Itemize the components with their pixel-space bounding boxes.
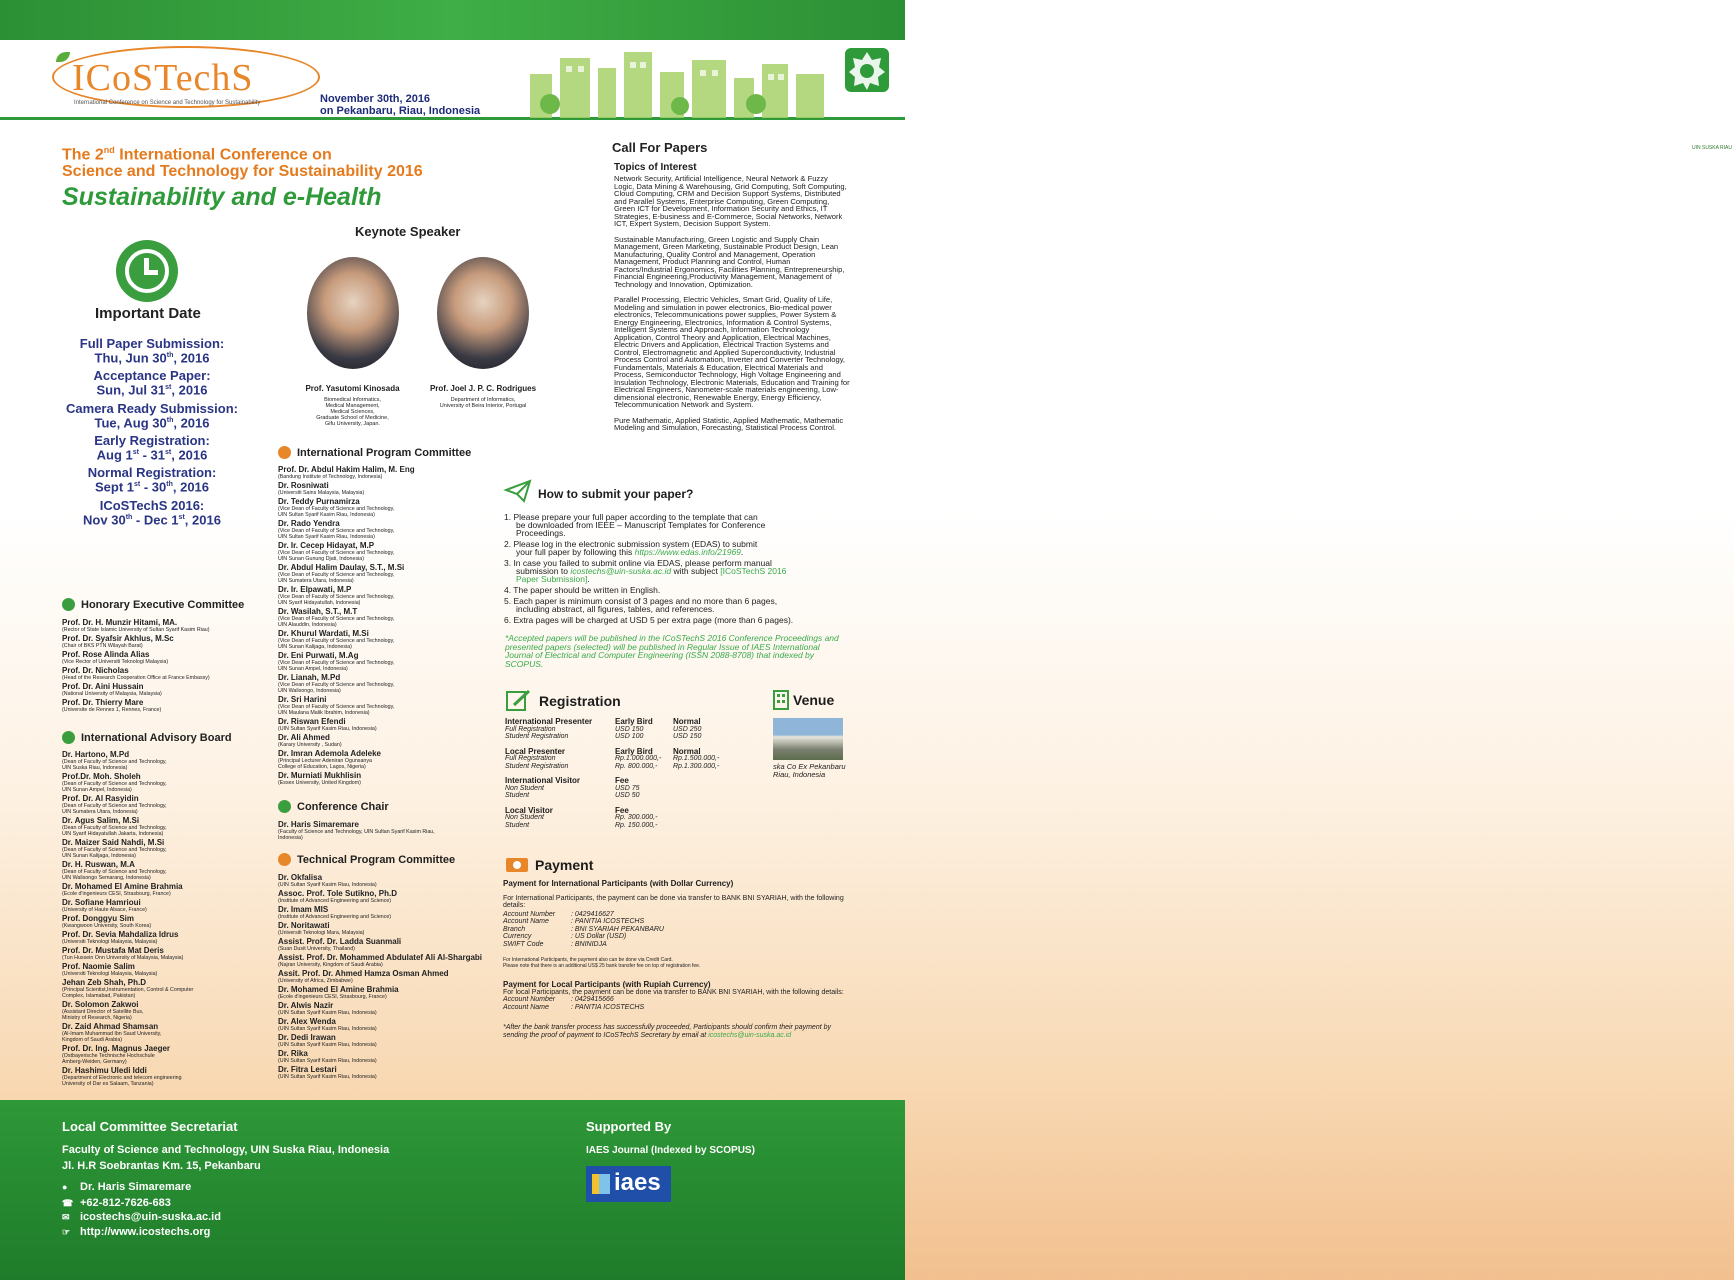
person-affiliation: (Ecole d'ingenieurs CESI, Strasbourg, France) — [62, 891, 171, 897]
person-affiliation: (Vice Dean of Faculty of Science and Technology, UIN Sunan Kalijaga, Indonesia) — [278, 638, 395, 650]
green-city-illustration — [520, 44, 830, 118]
speaker-rodrigues: Prof. Joel J. P. C. Rodrigues Department of Informatics, University of Beira Interior, Portugal — [429, 384, 537, 409]
ipc-heading: International Program Committee — [278, 446, 471, 459]
person-entry — [62, 634, 292, 649]
date-item: Normal Registration: Sept 1st - 30th, 2016 — [87, 465, 217, 495]
person-icon — [278, 853, 291, 866]
person-entry — [278, 1033, 500, 1048]
supported-by-text: IAES Journal (Indexed by SCOPUS) — [586, 1145, 755, 1156]
conference-title: The 2nd International Conference on Science and Technology for Sustainability 2016 — [62, 145, 423, 181]
person-name: Dr. Rosniwati — [278, 481, 329, 490]
honorary-list — [62, 618, 292, 714]
person-name: Dr. Sri Harini — [278, 695, 327, 704]
fee-group: International Presenter Early Bird Normal Full Registration USD 150 USD 250 Student Registration USD 100 USD 150 — [505, 718, 745, 741]
logo-subtitle: International Conference on Science and Technology for Sustainability — [74, 100, 261, 106]
payment-row: Branch : BNI SYARIAH PEKANBARU — [503, 925, 664, 933]
paper-plane-icon — [505, 480, 531, 502]
money-icon — [505, 856, 529, 874]
conference-theme: Sustainability and e-Health — [62, 183, 382, 211]
person-name: Assoc. Prof. Tole Sutikno, Ph.D — [278, 889, 397, 898]
person-affiliation: (Essex University, United Kingdom) — [278, 780, 361, 786]
fee-row: Student Registration Rp. 800.000,- Rp.1.300.000,- — [505, 762, 720, 770]
person-affiliation: (UIN Sultan Syarif Kasim Riau, Indonesia) — [278, 1074, 377, 1080]
person-affiliation: (Universite de Rennes 1, Rennes, France) — [62, 707, 162, 713]
person-entry — [278, 651, 500, 672]
date-item: ICoSTechS 2016: Nov 30th - Dec 1st, 2016 — [83, 497, 221, 527]
person-affiliation: (Head of the Research Cooperation Office at France Embassy) — [62, 675, 210, 681]
fee-row: Student USD 50 — [505, 792, 640, 799]
ipc-list — [278, 465, 500, 787]
topic-paragraph: Network Security, Artificial Intelligence, Neural Network & Fuzzy Logic, Data Mining & Warehousing, Grid Computing, Soft Computing, Cloud Computing, CRM and Decision Support Systems, Distributed and Parallel Systems, Enterprise Computing, Green Computing, Green ICT for Development, Information Security and Ethics, IT Strategies, E-business and E-Commerce, Social Networks, Network ICT, Expert System, Decision Support System. — [614, 174, 847, 228]
person-name: Dr. Sofiane Hamrioui — [62, 898, 141, 907]
fee-row: Non Student Rp. 300.000,- — [505, 814, 658, 821]
person-entry — [62, 682, 292, 697]
phone-icon: ☎ — [62, 1198, 74, 1208]
person-name: Dr. Okfalisa — [278, 873, 323, 882]
person-affiliation: (Tun Hussein Onn University of Malaysia, Malaysia) — [62, 955, 184, 961]
supported-by-heading: Supported By — [586, 1119, 672, 1134]
payment-row: SWIFT Code : BNINIDJA — [503, 940, 607, 948]
person-name: Dr. Mohamed El Amine Brahmia — [278, 985, 399, 994]
person-name: Jehan Zeb Shah, Ph.D — [62, 978, 147, 987]
person-affiliation: (Dean of Faculty of Science and Technology, UIN Sunan Kalijaga, Indonesia) — [62, 847, 167, 859]
person-entry — [278, 905, 500, 920]
person-name: Prof. Dr. Ing. Magnus Jaeger — [62, 1044, 171, 1053]
payment-row: Account Number : 0429415666 — [503, 996, 614, 1003]
person-entry — [278, 985, 500, 1000]
honorary-heading: Honorary Executive Committee — [62, 598, 244, 611]
person-affiliation: (Department of Electronic and telecom engineering University of Dar es Salaam, Tanzania) — [62, 1075, 182, 1087]
person-entry — [278, 465, 500, 480]
building-icon — [773, 690, 789, 710]
payment-heading: Payment — [505, 856, 593, 874]
person-entry — [62, 838, 292, 859]
fee-group: Local Presenter Early Bird Normal Full Registration Rp.1.000.000,- Rp.1.500.000,- Student Registration Rp. 800.000,- Rp.1.300.000,- — [505, 748, 745, 771]
person-entry — [278, 695, 500, 716]
contact-person: ● Dr. Haris Simaremare — [62, 1181, 192, 1193]
person-affiliation: (Vice Dean of Faculty of Science and Technology, UIN Syarif Hidayatullah, Indonesia) — [278, 594, 395, 606]
payment-row: Account Name : PANITIA ICOSTECHS — [503, 1003, 645, 1011]
header-date: November 30th, 2016 on Pekanbaru, Riau, Indonesia — [320, 93, 481, 117]
topics-list — [614, 175, 850, 440]
person-affiliation: (National University of Malaysia, Malaysia) — [62, 691, 162, 697]
topic-paragraph: Pure Mathematic, Applied Statistic, Applied Mathematic, Mathematic Modeling and Simulation, Forecasting, Statistical Process Control. — [614, 415, 844, 432]
person-affiliation: (Vice Rector of Universiti Teknologi Malaysia) — [62, 659, 169, 665]
person-entry — [62, 898, 292, 913]
person-entry — [278, 771, 500, 786]
venue-info: ska Co Ex Pekanbaru Riau, Indonesia — [773, 762, 846, 779]
person-affiliation: (UIN Sultan Syarif Kasim Riau, Indonesia) — [278, 726, 377, 732]
date-item: Acceptance Paper: Sun, Jul 31st, 2016 — [93, 368, 211, 398]
fee-row: Full Registration USD 150 USD 250 — [505, 725, 702, 733]
conference-chair-heading: Conference Chair — [278, 800, 389, 813]
person-entry — [278, 519, 500, 540]
person-name: Prof. Dr. Mustafa Mat Deris — [62, 946, 164, 955]
person-affiliation: (Vice Dean of Faculty of Science and Technology, UIN Alauddin, Indonesia) — [278, 616, 395, 628]
address-line-2: Jl. H.R Soebrantas Km. 15, Pekanbaru — [62, 1160, 261, 1172]
person-entry — [62, 882, 292, 897]
fee-group: International Visitor Fee Non Student USD 75 Student USD 50 — [505, 777, 745, 800]
person-affiliation: (Ostbayerische Technische Hochschule Amberg-Weiden, Germany) — [62, 1053, 155, 1065]
person-affiliation: (Kwangwoon University, South Korea) — [62, 923, 152, 929]
person-entry — [278, 749, 500, 770]
person-affiliation: (Universiti Teknologi Malaysia, Malaysia) — [62, 939, 158, 945]
person-entry — [278, 541, 500, 562]
speaker-photo-rodrigues — [437, 257, 529, 369]
speaker-kinosada: Prof. Yasutomi Kinosada Biomedical Informatics, Medical Management, Medical Sciences, Graduate School of Medicine, Gifu University, Japan. — [305, 384, 400, 427]
person-entry — [62, 930, 292, 945]
person-name: Dr. Dedi Irawan — [278, 1033, 336, 1042]
person-entry — [278, 969, 500, 984]
person-icon — [278, 800, 291, 813]
date-item: Early Registration: Aug 1st - 31st, 2016 — [94, 432, 210, 463]
person-entry — [278, 607, 500, 628]
person-name: Dr. Fitra Lestari — [278, 1065, 337, 1074]
registration-heading: Registration — [505, 690, 621, 712]
fee-group: Local Visitor Fee Non Student Rp. 300.000,- Student Rp. 150.000,- — [505, 807, 745, 830]
person-affiliation: (Rector of State Islamic University of Sultan Syarif Kasim Riau) — [62, 627, 210, 633]
person-entry — [62, 962, 292, 977]
fee-row: Student Registration USD 100 USD 150 — [505, 733, 702, 740]
person-entry — [278, 629, 500, 650]
person-entry — [278, 820, 500, 841]
person-affiliation: (Dean of Faculty of Science and Technology, UIN Walisongo Semarang, Indonesia) — [62, 869, 167, 881]
step: 4. The paper should be written in English. — [504, 585, 661, 595]
person-name: Prof. Dr. Nicholas — [62, 666, 129, 675]
person-name: Dr. Teddy Purnamirza — [278, 497, 360, 506]
person-affiliation: (Universiti Teknologi Malaysia, Malaysia) — [62, 971, 158, 977]
person-entry — [62, 1022, 292, 1043]
registration-fees — [505, 718, 745, 836]
person-affiliation: (Vice Dean of Faculty of Science and Technology, UIN Walisongo, Indonesia) — [278, 682, 395, 694]
person-entry — [278, 673, 500, 694]
person-name: Prof. Dr. H. Munzir Hitami, MA. — [62, 618, 178, 627]
person-name: Assist. Prof. Dr. Ladda Suanmali — [278, 937, 402, 946]
person-name: Dr. Ir. Elpawati, M.P — [278, 585, 352, 594]
person-affiliation: (Universiti Sains Malaysia, Malaysia) — [278, 490, 365, 496]
person-affiliation: (Chair of BKS PTN Wilayah Barat) — [62, 643, 143, 649]
person-entry — [62, 698, 292, 713]
person-affiliation: (Karary University , Sudan) — [278, 742, 342, 748]
person-affiliation: (Principal Scientist,Instrumentation, Control & Computer Complex, Islamabad, Pakistan) — [62, 987, 194, 999]
logo-word: ICoSTechS — [72, 57, 254, 99]
person-name: Dr. Eni Purwati, M.Ag — [278, 651, 359, 660]
secretariat-heading: Local Committee Secretariat — [62, 1119, 238, 1134]
person-entry — [278, 717, 500, 732]
person-entry — [62, 1066, 292, 1087]
conference-chair-list — [278, 820, 500, 842]
step: 2. Please log in the electronic submission system (EDAS) to submit your full paper by following this https://www.edas.info/21969. — [504, 539, 758, 557]
submission-email-link[interactable]: icostechs@uin-suska.ac.id — [570, 566, 672, 576]
person-entry — [62, 860, 292, 881]
pointer-icon: ☞ — [62, 1227, 71, 1237]
person-name: Prof. Rose Alinda Alias — [62, 650, 150, 659]
person-entry — [278, 1065, 500, 1080]
conference-logo — [52, 46, 320, 108]
speaker-photo-kinosada — [307, 257, 399, 369]
person-affiliation: (Ecole d'ingenieurs CESI, Strasbourg, France) — [278, 994, 387, 1000]
person-entry — [62, 794, 292, 815]
person-affiliation: (Vice Dean of Faculty of Science and Technology, UIN Sumatera Utara, Indonesia) — [278, 572, 395, 584]
contact-website[interactable]: ☞ http://www.icostechs.org — [62, 1226, 211, 1238]
step: 6. Extra pages will be charged at USD 5 per extra page (more than 6 pages). — [504, 615, 794, 625]
person-name: Prof. Dr. Abdul Hakim Halim, M. Eng — [278, 465, 415, 474]
address-line-1: Faculty of Science and Technology, UIN Suska Riau, Indonesia — [62, 1144, 390, 1156]
person-entry — [62, 946, 292, 961]
person-affiliation: (Dean of Faculty of Science and Technology, UIN Sumatera Utara, Indonesia) — [62, 803, 167, 815]
person-affiliation: (Institute of Advanced Engineering and Science) — [278, 914, 392, 920]
person-affiliation: (UIN Sultan Syarif Kasim Riau, Indonesia) — [278, 1058, 377, 1064]
person-name: Dr. Wasilah, S.T., M.T — [278, 607, 358, 616]
person-name: Dr. Abdul Halim Daulay, S.T., M.Si — [278, 563, 405, 572]
person-name: Dr. Rika — [278, 1049, 308, 1058]
person-name: Assit. Prof. Dr. Ahmed Hamza Osman Ahmed — [278, 969, 449, 978]
person-entry — [278, 563, 500, 584]
date-item: Full Paper Submission: Thu, Jun 30th, 2016 — [79, 336, 225, 366]
person-entry — [278, 921, 500, 936]
person-name: Dr. Haris Simaremare — [278, 820, 359, 829]
person-entry — [278, 937, 500, 952]
person-affiliation: (UIN Sultan Syarif Kasim Riau, Indonesia) — [278, 882, 377, 888]
person-icon — [62, 598, 75, 611]
person-icon — [62, 731, 75, 744]
contact-phone: ☎ +62-812-7626-683 — [62, 1197, 171, 1209]
person-affiliation: (UIN Sultan Syarif Kasim Riau, Indonesia) — [278, 1042, 377, 1048]
person-name: Dr. Solomon Zakwoi — [62, 1000, 139, 1009]
person-name: Dr. Noritawati — [278, 921, 330, 930]
step: 3. In case you failed to submit online via EDAS, please perform manual submission to icostechs@uin-suska.ac.id with subject [ICoSTechS 2016 Paper Submission]. — [504, 558, 787, 584]
important-date-heading: Important Date — [95, 305, 201, 322]
person-name: Prof. Dr. Thierry Mare — [62, 698, 144, 707]
payment-row: Currency : US Dollar (USD) — [503, 933, 627, 940]
venue-photo — [773, 718, 843, 760]
person-name: Prof. Dr. Aini Hussain — [62, 682, 144, 691]
person-entry — [278, 585, 500, 606]
person-icon: ● — [62, 1182, 68, 1192]
person-name: Assist. Prof. Dr. Mohammed Abdulatef Ali Al-Shargabi — [278, 953, 483, 962]
person-entry — [62, 914, 292, 929]
person-affiliation: (Dean of Faculty of Science and Technology, UIN Sunan Ampel, Indonesia) — [62, 781, 167, 793]
person-entry — [278, 889, 500, 904]
person-entry — [278, 1001, 500, 1016]
crest-label: UIN SUSKA RIAU — [1691, 145, 1732, 151]
accepted-papers-note: *Accepted papers will be published in the ICoSTechS 2016 Conference Proceedings and presented papers (selected) will be published in Regular Issue of IAES International Journal of Electrical and Computer Engineering (ISSN 2088-8708) that indexed by SCOPUS. — [505, 633, 839, 669]
person-affiliation: (Suan Dusit University, Thailand) — [278, 946, 355, 952]
person-name: Dr. Imran Ademola Adeleke — [278, 749, 381, 758]
person-name: Dr. Hashimu Uledi Iddi — [62, 1066, 147, 1075]
person-entry — [278, 481, 500, 496]
person-affiliation: (Bandung Institute of Technology, Indonesia) — [278, 474, 383, 480]
person-name: Dr. Rado Yendra — [278, 519, 340, 528]
person-name: Dr. Lianah, M.Pd — [278, 673, 341, 682]
person-name: Dr. H. Ruswan, M.A — [62, 860, 135, 869]
confirm-email-link[interactable]: icostechs@uin-suska.ac.id — [708, 1031, 792, 1039]
person-affiliation: (Vice Dean of Faculty of Science and Technology, UIN Sunan Gunung Djati, Indonesia) — [278, 550, 395, 562]
mail-icon: ✉ — [62, 1212, 70, 1222]
edas-link[interactable]: https://www.edas.info/21969 — [634, 547, 741, 557]
person-affiliation: (Vice Dean of Faculty of Science and Technology, UIN Sunan Ampel, Indonesia) — [278, 660, 395, 672]
person-name: Dr. Khurul Wardati, M.Si — [278, 629, 369, 638]
person-name: Dr. Maizer Said Nahdi, M.Si — [62, 838, 165, 847]
fee-row: Student Rp. 150.000,- — [505, 821, 658, 829]
advisory-heading: International Advisory Board — [62, 731, 232, 744]
person-entry — [278, 733, 500, 748]
payment-row: Account Number : 0429416627 — [503, 910, 614, 918]
person-name: Prof. Dr. Al Rasyidin — [62, 794, 139, 803]
date-item: Camera Ready Submission: Tue, Aug 30th, 2016 — [66, 400, 238, 430]
person-affiliation: (Assistant Director of Satellite Bus, Ministry of Research, Nigeria) — [62, 1009, 144, 1021]
person-affiliation: (Dean of Faculty of Science and Technology, UIN Suska Riau, Indonesia) — [62, 759, 167, 771]
person-name: Prof. Dr. Sevia Mahdaliza Idrus — [62, 930, 179, 939]
person-entry — [62, 666, 292, 681]
person-name: Prof. Dr. Syafsir Akhlus, M.Sc — [62, 634, 174, 643]
person-affiliation: (Principal Lecturer Adeniran Ogunsanya College of Education, Lagos, Nigeria) — [278, 758, 372, 770]
person-affiliation: (UIN Sultan Syarif Kasim Riau, Indonesia) — [278, 1010, 377, 1016]
person-entry — [62, 618, 292, 633]
person-affiliation: (Vice Dean of Faculty of Science and Technology, UIN Sultan Syarif Kasim Riau, Indonesia) — [278, 528, 395, 540]
person-name: Dr. Hartono, M.Pd — [62, 750, 130, 759]
person-name: Dr. Zaid Ahmad Shamsan — [62, 1022, 159, 1031]
person-entry — [62, 772, 292, 793]
person-entry — [62, 1000, 292, 1021]
person-affiliation: (UIN Sultan Syarif Kasim Riau, Indonesia) — [278, 1026, 377, 1032]
person-entry — [278, 873, 500, 888]
tpc-heading: Technical Program Committee — [278, 853, 455, 866]
how-to-submit-heading: How to submit your paper? — [538, 487, 694, 501]
person-name: Dr. Ali Ahmed — [278, 733, 330, 742]
tpc-list — [278, 873, 500, 1081]
person-affiliation: (Institute of Advanced Engineering and Science) — [278, 898, 392, 904]
person-name: Dr. Imam MIS — [278, 905, 329, 914]
person-name: Dr. Alwis Nazir — [278, 1001, 334, 1010]
person-entry — [278, 497, 500, 518]
person-name: Dr. Mohamed El Amine Brahmia — [62, 882, 183, 891]
advisory-list — [62, 750, 292, 1088]
person-affiliation: (Najran University, Kingdom of Saudi Arabia) — [278, 962, 383, 968]
person-icon — [278, 446, 291, 459]
person-affiliation: (Dean of Faculty of Science and Technology, UIN Syarif Hidayatullah Jakarta, Indonesia) — [62, 825, 167, 837]
clock-icon — [116, 240, 178, 302]
iaes-logo: iaes — [586, 1166, 671, 1202]
venue-heading: Venue — [773, 690, 834, 710]
person-entry — [62, 978, 292, 999]
person-entry — [278, 1049, 500, 1064]
person-affiliation: (Al-Imam Muhammad Ibn Saud University, Kingdom of Saudi Arabia) — [62, 1031, 162, 1043]
fee-row: Full Registration Rp.1.000.000,- Rp.1.500.000,- — [505, 755, 720, 762]
step: 5. Each paper is minimum consist of 3 pages and no more than 6 pages, including abstract, all figures, tables, and references. — [504, 596, 778, 614]
person-name: Dr. Ir. Cecep Hidayat, M.P — [278, 541, 375, 550]
person-affiliation: (Faculty of Science and Technology, UIN Sultan Syarif Kasim Riau, Indonesia) — [278, 829, 435, 841]
person-name: Prof. Donggyu Sim — [62, 914, 134, 923]
person-affiliation: (University of Haute Alsace, France) — [62, 907, 147, 913]
person-entry — [62, 1044, 292, 1065]
topic-paragraph: Parallel Processing, Electric Vehicles, Smart Grid, Quality of Life, Modeling and simulation in power electronics, Bio-medical power electronics, Telecommunications power supplies, Power System & Energy Engineering, Electronics, Information & Control Systems, Intelligent Systems and Approach, Information Technology Application, Control Theory and Application, Electrical Machines, Electric Drivers and Application, Electrical Traction Systems and Control, Electromagnetic and Applied Superconductivity, Industrial Process Control and Automation, Inverter and Converter Technology, Fundamentals, Materials & Education, Electrical Materials and Process, Semiconductor Technology, High Voltage Engineering and Insulation Technology, Electronic Materials, Education and Training for Electrical Engineers, Nanometer-scale materials engineering, Low-dimensional electronic, Renewable Energy, Energy Efficiency, Telecommunication Network and System. — [614, 295, 850, 409]
person-affiliation: (Vice Dean of Faculty of Science and Technology, UIN Sultan Syarif Kasim Riau, Indonesia) — [278, 506, 395, 518]
person-affiliation: (Vice Dean of Faculty of Science and Technology, UIN Maulana Malik Ibrahim, Indonesia) — [278, 704, 395, 716]
person-entry — [278, 1017, 500, 1032]
submission-steps — [504, 513, 849, 627]
person-name: Dr. Agus Salim, M.Si — [62, 816, 140, 825]
person-entry — [62, 750, 292, 771]
person-name: Prof. Naomie Salim — [62, 962, 135, 971]
contact-email[interactable]: ✉ icostechs@uin-suska.ac.id — [62, 1211, 221, 1223]
fee-row: Non Student USD 75 — [505, 784, 640, 792]
payment-row: Account Name : PANITIA ICOSTECHS — [503, 918, 645, 925]
person-affiliation: (University of Africa, Zimbabwe) — [278, 978, 353, 984]
call-for-papers-heading: Call For Papers — [612, 140, 708, 155]
edit-document-icon — [505, 690, 533, 712]
person-entry — [62, 650, 292, 665]
topic-paragraph: Sustainable Manufacturing, Green Logistic and Supply Chain Management, Green Marketing, Sustainable Product Design, Lean Manufacturing, Quality Control and Management, Operation Management, Product Planning and Control, Human Factors/Industrial Ergonomics, Facilities Planning, Entrepreneurship, Financial Engineering,Productivity Management, Management of Technology and Innovation, Optimization. — [614, 234, 845, 289]
payment-details: Payment for International Participants (with Dollar Currency) For International Participants, the payment can be done via transfer to BANK BNI SYARIAH, with the following details: Account Number : 0429416627 Account Name : PANITIA ICOSTECHS Branch : BNI SYARIAH PEKANBARU Currency : US Dollar (USD) SWIFT Code : BNINIDJA For International Participants, the payment also can be done via Credit Card. Please note that there is an additional US$ 25 bank transfer fee on top of registration fee. Payment for Local Participants (with Rupiah Currency) For local Participants, the payment can be done via transfer to BANK BNI SYARIAH, with the following details: Account Number : 0429415666 Account Name : PANITIA ICOSTECHS *After the bank transfer process has successfully proceeded, Participants should confirm their payment by sending the proof of payment to ICoSTechS Secretary by email at icostechs@uin-suska.ac.id — [503, 880, 848, 1039]
person-entry — [278, 953, 500, 968]
person-entry — [62, 816, 292, 837]
person-name: Dr. Riswan Efendi — [278, 717, 346, 726]
person-name: Prof.Dr. Moh. Sholeh — [62, 772, 141, 781]
person-name: Dr. Murniati Mukhlisin — [278, 771, 362, 780]
important-dates-list — [26, 338, 278, 532]
person-affiliation: (Universiti Teknologi Mara, Malaysia) — [278, 930, 365, 936]
person-name: Dr. Alex Wenda — [278, 1017, 336, 1026]
step: 1. Please prepare your full paper according to the template that can be downloaded from IEEE – Manuscript Templates for Conference Proceedings. — [504, 512, 766, 538]
keynote-heading: Keynote Speaker — [355, 224, 461, 239]
topics-heading: Topics of Interest — [614, 162, 697, 173]
